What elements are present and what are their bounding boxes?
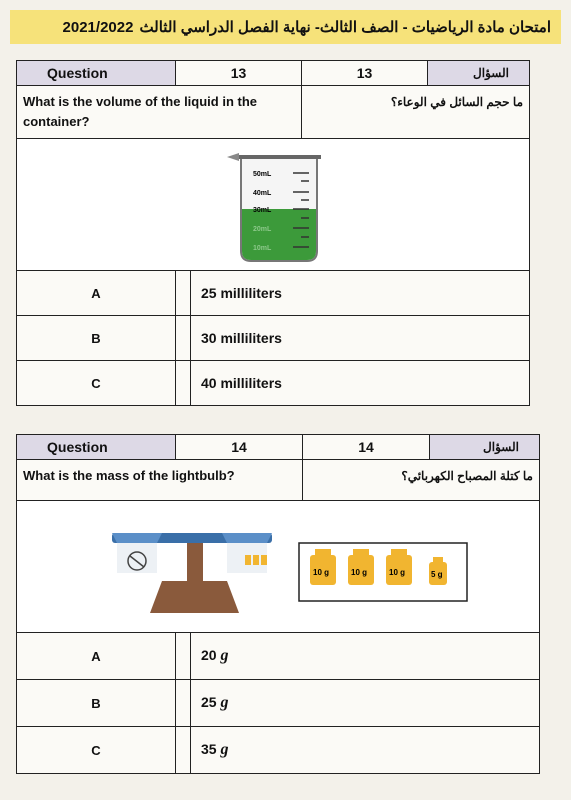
option-c-letter: C [17, 361, 176, 406]
option-a[interactable] [176, 633, 540, 680]
option-b[interactable] [176, 316, 530, 361]
arabic-question-label: السؤال [430, 435, 540, 460]
option-b-letter: B [17, 316, 176, 361]
option-c-text: 40 milliliters [201, 375, 282, 391]
mark-30: 30mL [253, 207, 272, 214]
beaker-image [17, 139, 529, 265]
option-a-text: 25 milliliters [201, 285, 282, 301]
option-c[interactable] [176, 361, 530, 406]
option-a-unit: g [220, 647, 229, 664]
question-number-ar: 14 [303, 435, 430, 460]
option-b-unit: g [220, 694, 229, 711]
question-text-ar: ما حجم السائل في الوعاء؟ [302, 86, 530, 139]
question-text-ar: ما كتلة المصباح الكهربائي؟ [303, 460, 540, 501]
option-a[interactable] [176, 271, 530, 316]
liquid [242, 209, 316, 260]
exam-year: 2021/2022 [62, 18, 134, 36]
arabic-question-label: السؤال [428, 61, 530, 86]
option-a-letter: A [17, 633, 176, 680]
mark-50: 50mL [253, 171, 272, 178]
question-text-en: What is the mass of the lightbulb? [17, 460, 303, 501]
option-c-unit: g [220, 741, 229, 758]
question-label: Question [17, 435, 176, 460]
scale-figure [17, 501, 540, 633]
beaker-figure [17, 139, 530, 271]
question-number-ar: 13 [302, 61, 428, 86]
weight-4 [429, 557, 447, 585]
option-a-value: 20 [201, 647, 217, 663]
weight-2 [348, 549, 374, 585]
question-number-en: 14 [176, 435, 303, 460]
balance-scale-image [17, 501, 539, 627]
question-13-table [16, 60, 530, 406]
weight-1 [310, 549, 336, 585]
mark-10: 10mL [253, 245, 272, 252]
question-number-en: 13 [176, 61, 302, 86]
option-b-letter: B [17, 680, 176, 727]
svg-text:10 g: 10 g [313, 568, 330, 577]
question-text-en: What is the volume of the liquid in the container? [17, 86, 302, 139]
question-label: Question [17, 61, 176, 86]
mark-40: 40mL [253, 190, 272, 197]
option-b-text: 30 milliliters [201, 330, 282, 346]
question-14-table [16, 434, 540, 774]
option-a-letter: A [17, 271, 176, 316]
weight-3 [386, 549, 412, 585]
option-b-value: 25 [201, 694, 217, 710]
option-c[interactable] [176, 727, 540, 774]
mark-20: 20mL [253, 226, 272, 233]
option-c-letter: C [17, 727, 176, 774]
svg-text:10 g: 10 g [389, 568, 406, 577]
option-c-value: 35 [201, 741, 217, 757]
option-b[interactable] [176, 680, 540, 727]
svg-text:5 g: 5 g [431, 570, 443, 579]
exam-header [10, 10, 561, 44]
exam-title: امتحان مادة الرياضيات - الصف الثالث- نهاية الفصل الدراسي الثالث [139, 19, 551, 36]
scale-base [150, 581, 239, 613]
svg-text:10 g: 10 g [351, 568, 368, 577]
